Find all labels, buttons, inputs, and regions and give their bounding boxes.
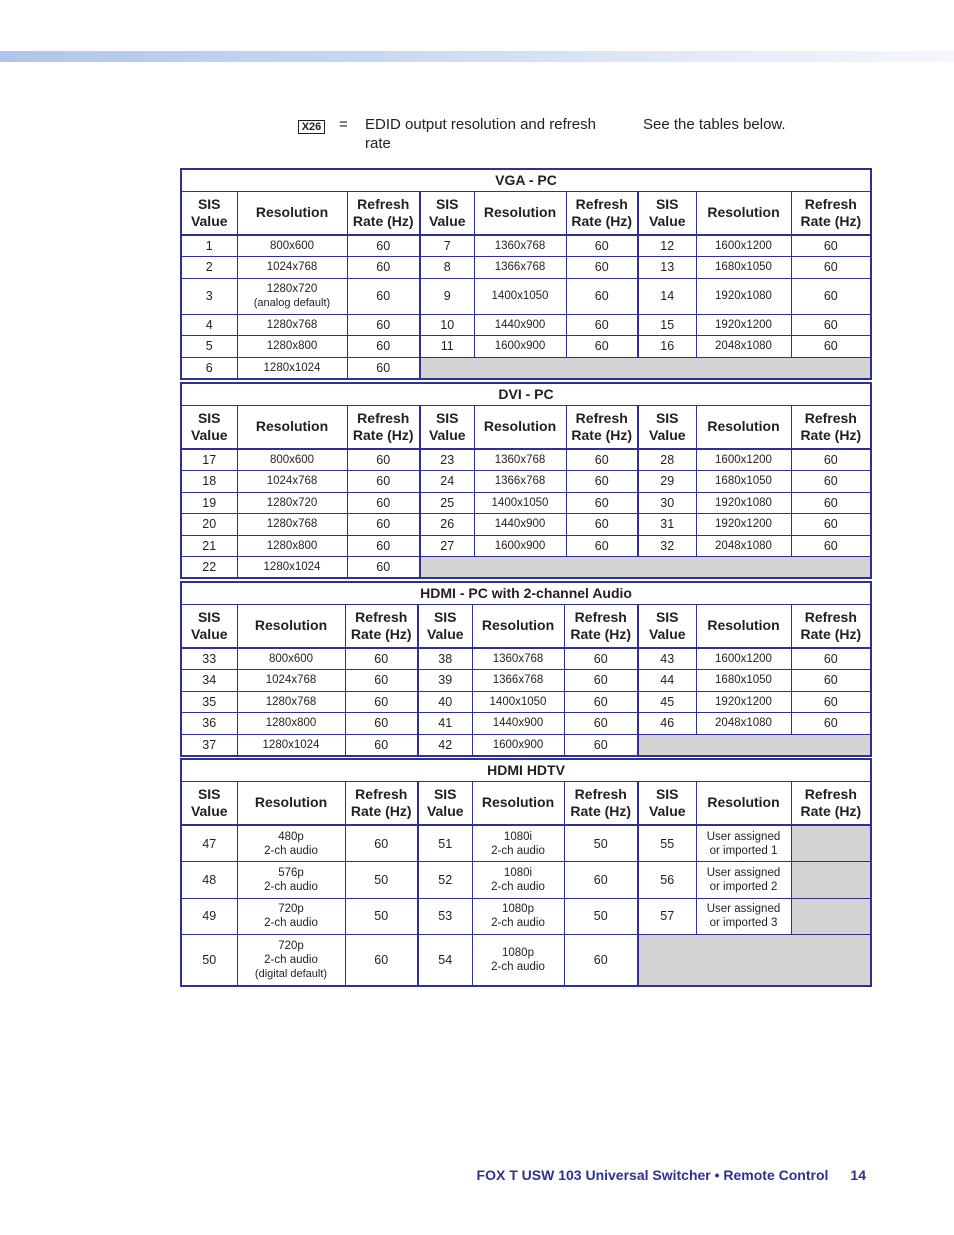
col-sis-value: SIS Value <box>638 405 696 449</box>
sis-value-cell: 26 <box>420 514 474 536</box>
audio-note: 2-ch audio <box>264 880 318 893</box>
refresh-rate-cell: 50 <box>345 862 418 899</box>
refresh-rate-cell: 60 <box>564 648 638 670</box>
refresh-rate-cell: 60 <box>791 535 871 557</box>
col-refresh-rate: Refresh Rate (Hz) <box>791 781 871 825</box>
sis-value-cell: 52 <box>418 862 472 899</box>
equals-sign: = <box>339 116 348 133</box>
resolution-cell: 1280x768 <box>237 314 347 336</box>
resolution-cell <box>472 898 564 935</box>
sis-value-cell: 32 <box>638 535 696 557</box>
resolution-cell: 1920x1200 <box>696 514 791 536</box>
refresh-rate-cell: 60 <box>347 235 420 257</box>
sis-value-cell: 50 <box>181 935 237 986</box>
resolution-cell: 2048x1080 <box>696 713 791 735</box>
header-accent-bar <box>0 51 954 62</box>
resolution-cell: 1920x1080 <box>696 492 791 514</box>
col-resolution: Resolution <box>237 191 347 235</box>
col-refresh-rate: Refresh Rate (Hz) <box>345 604 418 648</box>
table-row <box>181 357 871 379</box>
resolution-cell: 1600x900 <box>474 535 566 557</box>
refresh-rate-cell: 60 <box>566 535 638 557</box>
column-header-row <box>181 604 871 648</box>
table-title: HDMI - PC with 2-channel Audio <box>181 582 871 604</box>
refresh-rate-cell: 60 <box>347 471 420 493</box>
table-row <box>181 336 871 358</box>
resolution-cell: 1280x720 <box>237 492 347 514</box>
refresh-rate-cell: 60 <box>791 648 871 670</box>
resolution-cell: 1280x800 <box>237 336 347 358</box>
resolution-cell: 1440x900 <box>474 514 566 536</box>
col-refresh-rate: Refresh Rate (Hz) <box>345 781 418 825</box>
sis-value-cell: 49 <box>181 898 237 935</box>
col-sis-value: SIS Value <box>420 405 474 449</box>
sis-value-cell: 11 <box>420 336 474 358</box>
refresh-rate-cell: 60 <box>564 670 638 692</box>
table-row <box>181 648 871 670</box>
table-row <box>181 535 871 557</box>
refresh-rate-cell: 60 <box>347 278 420 314</box>
col-sis-value: SIS Value <box>418 781 472 825</box>
resolution-cell <box>237 278 347 314</box>
table-row <box>181 235 871 257</box>
col-refresh-rate: Refresh Rate (Hz) <box>347 191 420 235</box>
refresh-rate-cell: 50 <box>564 825 638 862</box>
resolution-cell: 1280x1024 <box>237 357 347 379</box>
resolution-cell: 1920x1200 <box>696 314 791 336</box>
audio-note: 2-ch audio <box>264 917 318 930</box>
sis-value-cell: 33 <box>181 648 237 670</box>
sis-value-cell: 31 <box>638 514 696 536</box>
col-sis-value: SIS Value <box>181 781 237 825</box>
audio-note: 2-ch audio <box>491 960 545 973</box>
vga-pc-table <box>180 168 872 380</box>
resolution-cell: 1024x768 <box>237 471 347 493</box>
col-sis-value: SIS Value <box>638 191 696 235</box>
col-sis-value: SIS Value <box>181 604 237 648</box>
resolution-cell: 1280x768 <box>237 514 347 536</box>
table-row <box>181 670 871 692</box>
page-footer <box>477 1167 866 1183</box>
refresh-rate-cell: 60 <box>566 449 638 471</box>
resolution-cell: 1400x1050 <box>472 691 564 713</box>
sis-value-cell: 9 <box>420 278 474 314</box>
col-resolution: Resolution <box>237 405 347 449</box>
resolution-cell <box>472 935 564 986</box>
resolution-cell: 1600x1200 <box>696 449 791 471</box>
sis-value-cell: 40 <box>418 691 472 713</box>
col-resolution: Resolution <box>696 405 791 449</box>
col-sis-value: SIS Value <box>420 191 474 235</box>
sis-value-cell: 6 <box>181 357 237 379</box>
resolution-value: 720p <box>278 939 304 952</box>
col-refresh-rate: Refresh Rate (Hz) <box>564 781 638 825</box>
resolution-cell: 800x600 <box>237 449 347 471</box>
refresh-rate-cell: 60 <box>347 257 420 279</box>
sis-value-cell: 38 <box>418 648 472 670</box>
empty-cell <box>791 898 871 935</box>
resolution-cell: 1024x768 <box>237 257 347 279</box>
sis-value-cell: 7 <box>420 235 474 257</box>
resolution-cell: 1280x1024 <box>237 734 345 756</box>
resolution-value: 1080p <box>502 903 534 916</box>
table-row <box>181 825 871 862</box>
empty-cell <box>791 825 871 862</box>
sis-value-cell: 54 <box>418 935 472 986</box>
refresh-rate-cell: 60 <box>347 449 420 471</box>
sis-value-cell: 24 <box>420 471 474 493</box>
refresh-rate-cell: 60 <box>345 670 418 692</box>
col-resolution: Resolution <box>696 191 791 235</box>
refresh-rate-cell: 60 <box>566 314 638 336</box>
refresh-rate-cell: 60 <box>347 357 420 379</box>
empty-cell <box>638 935 871 986</box>
resolution-value: User assigned <box>706 830 781 843</box>
col-resolution: Resolution <box>474 191 566 235</box>
sis-value-cell: 13 <box>638 257 696 279</box>
sis-value-cell: 22 <box>181 557 237 579</box>
refresh-rate-cell: 60 <box>566 336 638 358</box>
column-header-row <box>181 405 871 449</box>
table-title: DVI - PC <box>181 383 871 405</box>
resolution-cell: 1360x768 <box>474 235 566 257</box>
sis-value-cell: 39 <box>418 670 472 692</box>
table-row <box>181 314 871 336</box>
col-refresh-rate: Refresh Rate (Hz) <box>566 405 638 449</box>
resolution-cell: 1366x768 <box>474 471 566 493</box>
resolution-cell: 1280x800 <box>237 713 345 735</box>
col-refresh-rate: Refresh Rate (Hz) <box>566 191 638 235</box>
sis-value-cell: 57 <box>638 898 696 935</box>
sis-value-cell: 43 <box>638 648 696 670</box>
table-row <box>181 691 871 713</box>
audio-note: 2-ch audio <box>491 917 545 930</box>
sis-value-cell: 30 <box>638 492 696 514</box>
resolution-value: 576p <box>278 866 304 879</box>
resolution-value: 1280x720 <box>266 283 318 295</box>
sis-value-cell: 45 <box>638 691 696 713</box>
resolution-cell: 1366x768 <box>472 670 564 692</box>
resolution-cell: 1920x1080 <box>696 278 791 314</box>
resolution-cell: 1600x1200 <box>696 648 791 670</box>
refresh-rate-cell: 60 <box>347 314 420 336</box>
refresh-rate-cell: 50 <box>345 898 418 935</box>
refresh-rate-cell: 60 <box>791 471 871 493</box>
refresh-rate-cell: 60 <box>345 648 418 670</box>
refresh-rate-cell: 60 <box>791 278 871 314</box>
sis-value-cell: 56 <box>638 862 696 899</box>
resolution-cell: 2048x1080 <box>696 535 791 557</box>
refresh-rate-cell: 60 <box>791 314 871 336</box>
sis-value-cell: 53 <box>418 898 472 935</box>
refresh-rate-cell: 60 <box>347 514 420 536</box>
resolution-cell <box>237 862 345 899</box>
refresh-rate-cell: 60 <box>566 492 638 514</box>
empty-cell <box>420 357 871 379</box>
refresh-rate-cell: 60 <box>791 713 871 735</box>
resolution-cell: 1600x900 <box>474 336 566 358</box>
table-row <box>181 492 871 514</box>
sis-value-cell: 36 <box>181 713 237 735</box>
resolution-cell: 800x600 <box>237 235 347 257</box>
page-number: 14 <box>850 1167 866 1183</box>
refresh-rate-cell: 60 <box>347 535 420 557</box>
sis-value-cell: 42 <box>418 734 472 756</box>
refresh-rate-cell: 60 <box>566 257 638 279</box>
table-row <box>181 449 871 471</box>
sis-value-cell: 15 <box>638 314 696 336</box>
refresh-rate-cell: 60 <box>564 935 638 986</box>
sis-value-cell: 19 <box>181 492 237 514</box>
refresh-rate-cell: 60 <box>566 471 638 493</box>
resolution-cell: 1400x1050 <box>474 278 566 314</box>
sis-value-cell: 21 <box>181 535 237 557</box>
col-refresh-rate: Refresh Rate (Hz) <box>791 604 871 648</box>
refresh-rate-cell: 60 <box>345 935 418 986</box>
col-resolution: Resolution <box>474 405 566 449</box>
refresh-rate-cell: 60 <box>347 336 420 358</box>
resolution-cell: 1920x1200 <box>696 691 791 713</box>
refresh-rate-cell: 60 <box>791 257 871 279</box>
resolution-cell: 2048x1080 <box>696 336 791 358</box>
refresh-rate-cell: 60 <box>791 492 871 514</box>
sis-value-cell: 37 <box>181 734 237 756</box>
sis-value-cell: 41 <box>418 713 472 735</box>
variable-description: EDID output resolution and refresh rate <box>365 116 596 152</box>
sis-value-cell: 5 <box>181 336 237 358</box>
resolution-cell <box>237 935 345 986</box>
empty-cell <box>420 557 871 579</box>
refresh-rate-cell: 60 <box>564 734 638 756</box>
refresh-rate-cell: 60 <box>566 235 638 257</box>
sis-value-cell: 46 <box>638 713 696 735</box>
resolution-cell: 1440x900 <box>472 713 564 735</box>
refresh-rate-cell: 60 <box>564 691 638 713</box>
sis-value-cell: 55 <box>638 825 696 862</box>
col-resolution: Resolution <box>237 604 345 648</box>
refresh-rate-cell: 60 <box>791 691 871 713</box>
sis-value-cell: 44 <box>638 670 696 692</box>
audio-note: 2-ch audio <box>491 844 545 857</box>
col-sis-value: SIS Value <box>638 604 696 648</box>
table-row <box>181 898 871 935</box>
variable-note: See the tables below. <box>643 116 786 133</box>
sis-value-cell: 35 <box>181 691 237 713</box>
refresh-rate-cell: 60 <box>345 691 418 713</box>
refresh-rate-cell: 60 <box>791 514 871 536</box>
resolution-cell <box>472 825 564 862</box>
resolution-cell: 1280x800 <box>237 535 347 557</box>
resolution-value: 480p <box>278 830 304 843</box>
col-sis-value: SIS Value <box>418 604 472 648</box>
sis-value-cell: 2 <box>181 257 237 279</box>
col-sis-value: SIS Value <box>181 191 237 235</box>
refresh-rate-cell: 60 <box>347 557 420 579</box>
sis-value-cell: 20 <box>181 514 237 536</box>
hdmi-hdtv-table <box>180 758 872 987</box>
resolution-note: or imported 2 <box>709 880 778 893</box>
sis-value-cell: 48 <box>181 862 237 899</box>
col-sis-value: SIS Value <box>181 405 237 449</box>
sis-value-cell: 23 <box>420 449 474 471</box>
refresh-rate-cell: 60 <box>566 514 638 536</box>
table-row <box>181 278 871 314</box>
col-resolution: Resolution <box>237 781 345 825</box>
sis-value-cell: 12 <box>638 235 696 257</box>
table-row <box>181 713 871 735</box>
table-title: VGA - PC <box>181 169 871 191</box>
resolution-cell <box>237 898 345 935</box>
sis-value-cell: 3 <box>181 278 237 314</box>
empty-cell <box>791 862 871 899</box>
resolution-cell: 1360x768 <box>472 648 564 670</box>
resolution-note: or imported 1 <box>709 844 778 857</box>
refresh-rate-cell: 60 <box>564 713 638 735</box>
sis-value-cell: 14 <box>638 278 696 314</box>
sis-value-cell: 4 <box>181 314 237 336</box>
audio-note: 2-ch audio <box>491 880 545 893</box>
table-row <box>181 471 871 493</box>
resolution-cell: 1280x1024 <box>237 557 347 579</box>
col-resolution: Resolution <box>472 604 564 648</box>
sis-value-cell: 34 <box>181 670 237 692</box>
table-row <box>181 514 871 536</box>
resolution-value: 1080i <box>503 866 533 879</box>
column-header-row <box>181 781 871 825</box>
col-resolution: Resolution <box>472 781 564 825</box>
resolution-cell: 1680x1050 <box>696 471 791 493</box>
column-header-row <box>181 191 871 235</box>
audio-note: 2-ch audio <box>264 844 318 857</box>
resolution-cell: 800x600 <box>237 648 345 670</box>
resolution-cell: 1024x768 <box>237 670 345 692</box>
resolution-value: User assigned <box>706 866 781 879</box>
col-sis-value: SIS Value <box>638 781 696 825</box>
resolution-value: 1080i <box>503 830 533 843</box>
sis-value-cell: 51 <box>418 825 472 862</box>
resolution-cell: 1366x768 <box>474 257 566 279</box>
resolution-value: 1080p <box>502 946 534 959</box>
sis-value-cell: 47 <box>181 825 237 862</box>
resolution-cell: 1600x1200 <box>696 235 791 257</box>
table-row <box>181 935 871 986</box>
resolution-cell: 1280x768 <box>237 691 345 713</box>
refresh-rate-cell: 60 <box>791 235 871 257</box>
resolution-cell <box>696 862 791 899</box>
sis-value-cell: 16 <box>638 336 696 358</box>
refresh-rate-cell: 60 <box>791 449 871 471</box>
refresh-rate-cell: 60 <box>347 492 420 514</box>
refresh-rate-cell: 50 <box>564 898 638 935</box>
table-title: HDMI HDTV <box>181 759 871 781</box>
col-resolution: Resolution <box>696 781 791 825</box>
empty-cell <box>638 734 871 756</box>
audio-note: 2-ch audio <box>264 953 318 966</box>
sis-value-cell: 1 <box>181 235 237 257</box>
col-refresh-rate: Refresh Rate (Hz) <box>347 405 420 449</box>
resolution-cell <box>237 825 345 862</box>
table-row <box>181 257 871 279</box>
refresh-rate-cell: 60 <box>566 278 638 314</box>
variable-label: X26 <box>298 120 325 134</box>
refresh-rate-cell: 60 <box>345 734 418 756</box>
sis-value-cell: 18 <box>181 471 237 493</box>
resolution-note: (analog default) <box>253 297 331 309</box>
table-row <box>181 734 871 756</box>
resolution-value: User assigned <box>706 903 781 916</box>
col-refresh-rate: Refresh Rate (Hz) <box>564 604 638 648</box>
sis-value-cell: 25 <box>420 492 474 514</box>
col-refresh-rate: Refresh Rate (Hz) <box>791 191 871 235</box>
resolution-cell <box>472 862 564 899</box>
table-row <box>181 862 871 899</box>
resolution-cell: 1400x1050 <box>474 492 566 514</box>
resolution-value: 720p <box>278 903 304 916</box>
resolution-cell: 1600x900 <box>472 734 564 756</box>
resolution-cell <box>696 898 791 935</box>
refresh-rate-cell: 60 <box>791 670 871 692</box>
resolution-cell: 1680x1050 <box>696 257 791 279</box>
refresh-rate-cell: 60 <box>345 713 418 735</box>
refresh-rate-cell: 60 <box>564 862 638 899</box>
resolution-cell: 1360x768 <box>474 449 566 471</box>
sis-value-cell: 27 <box>420 535 474 557</box>
sis-value-cell: 17 <box>181 449 237 471</box>
resolution-cell: 1680x1050 <box>696 670 791 692</box>
refresh-rate-cell: 60 <box>345 825 418 862</box>
sis-value-cell: 8 <box>420 257 474 279</box>
variable-definition <box>298 115 818 155</box>
sis-value-cell: 29 <box>638 471 696 493</box>
sis-value-cell: 10 <box>420 314 474 336</box>
col-refresh-rate: Refresh Rate (Hz) <box>791 405 871 449</box>
refresh-rate-cell: 60 <box>791 336 871 358</box>
footer-title: FOX T USW 103 Universal Switcher • Remote Control <box>476 1167 829 1183</box>
resolution-note: or imported 3 <box>709 917 778 930</box>
dvi-pc-table <box>180 382 872 579</box>
resolution-cell <box>696 825 791 862</box>
table-row <box>181 557 871 579</box>
resolution-cell: 1440x900 <box>474 314 566 336</box>
resolution-note: (digital default) <box>254 967 328 980</box>
hdmi-pc-table <box>180 581 872 757</box>
col-resolution: Resolution <box>696 604 791 648</box>
sis-value-cell: 28 <box>638 449 696 471</box>
